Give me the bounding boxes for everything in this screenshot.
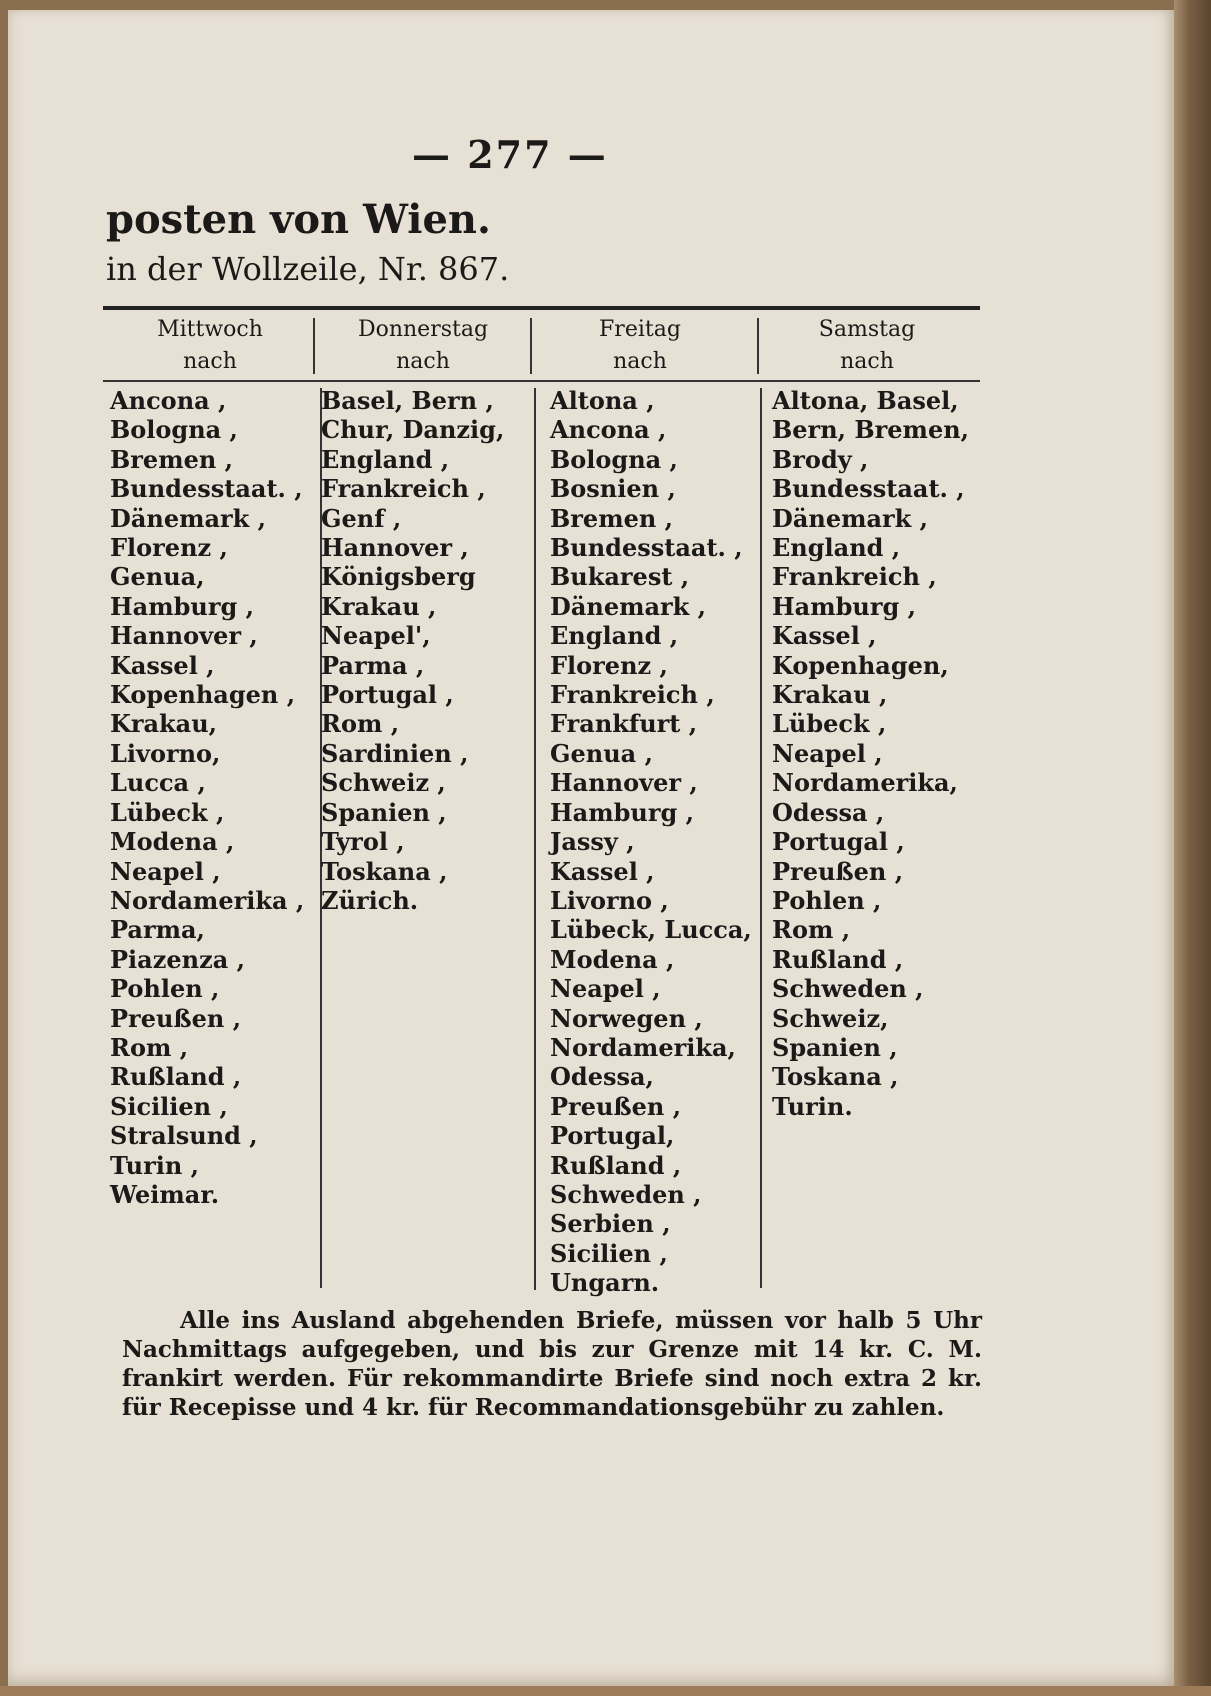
place-entry: Zürich. (321, 885, 419, 915)
place-entry: Lübeck , (110, 797, 225, 827)
place-entry: Weimar. (110, 1179, 220, 1209)
place-entry: Modena , (550, 944, 675, 974)
place-entry: Florenz , (110, 533, 228, 563)
place-entry: Serbien , (550, 1209, 671, 1239)
place-entry: Neapel , (110, 856, 221, 886)
place-entry: Ungarn. (550, 1268, 660, 1298)
place-entry: Livorno , (550, 885, 669, 915)
place-entry: Altona , (550, 386, 655, 415)
place-entry: Neapel', (321, 621, 431, 651)
place-entry: Krakau , (321, 591, 437, 621)
place-entry: Kassel , (772, 621, 877, 651)
page-title: posten von Wien. (106, 196, 491, 243)
page-subtitle: in der Wollzeile, Nr. 867. (106, 250, 510, 288)
place-entry: Königsberg (321, 562, 476, 592)
place-entry: Sardinien , (321, 738, 469, 768)
place-entry: Hamburg , (550, 797, 694, 827)
page-bottom-edge (0, 1686, 1211, 1696)
place-entry: Dänemark , (110, 503, 267, 533)
place-entry: Bologna , (110, 415, 238, 445)
header-separator (530, 318, 532, 374)
place-entry: Bundesstaat. , (110, 474, 303, 504)
place-entry: Schweiz, (772, 1003, 889, 1033)
column-separator (534, 388, 536, 1290)
place-entry: Sicilien , (110, 1091, 228, 1121)
place-entry: Rom , (321, 709, 400, 739)
column-wednesday (110, 386, 304, 1209)
place-entry: Bologna , (550, 444, 678, 474)
place-entry: Stralsund , (110, 1121, 258, 1151)
place-entry: Genua , (550, 738, 653, 768)
place-entry: Hamburg , (772, 591, 916, 621)
column-header-day: Donnerstag (357, 317, 489, 342)
column-header-day: Samstag (818, 317, 916, 342)
column-header-thursday (318, 314, 528, 378)
place-entry: Bern, Bremen, (772, 415, 970, 445)
column-saturday (772, 386, 969, 1121)
place-entry: Bundesstaat. , (550, 533, 743, 563)
place-entry: Neapel , (550, 974, 661, 1004)
place-entry: Basel, Bern , (321, 386, 494, 415)
column-thursday (321, 386, 504, 915)
place-entry: Frankreich , (772, 562, 937, 592)
place-entry: Genua, (110, 562, 205, 592)
place-entry: Rom , (110, 1032, 189, 1062)
column-header-suffix: nach (396, 349, 450, 374)
place-entry: Kassel , (550, 856, 655, 886)
column-header-friday (535, 314, 745, 378)
place-entry: Lübeck, Lucca, (550, 915, 752, 945)
column-header-saturday (762, 314, 972, 378)
place-entry: Turin. (772, 1091, 853, 1121)
place-entry: Neapel , (772, 738, 883, 768)
place-entry: Turin , (110, 1150, 200, 1180)
place-entry: Sicilien , (550, 1238, 668, 1268)
place-entry: Tyrol , (321, 827, 405, 857)
column-header-suffix: nach (613, 349, 667, 374)
place-entry: Odessa , (772, 797, 885, 827)
place-entry: Chur, Danzig, (321, 415, 505, 445)
column-header-day: Freitag (599, 317, 681, 342)
place-entry: Ancona , (110, 386, 227, 415)
place-entry: Dänemark , (772, 503, 929, 533)
place-entry: Krakau, (110, 709, 218, 739)
place-entry: Norwegen , (550, 1003, 703, 1033)
table-header-rule (103, 380, 980, 382)
place-entry: Nordamerika , (110, 885, 305, 915)
place-entry: Bremen , (550, 503, 674, 533)
place-entry: Odessa, (550, 1062, 654, 1092)
column-friday (550, 386, 752, 1298)
place-entry: Bosnien , (550, 474, 676, 504)
place-entry: Preußen , (110, 1003, 242, 1033)
place-entry: Spanien , (772, 1032, 898, 1062)
place-entry: Brody , (772, 444, 869, 474)
place-entry: Kassel , (110, 650, 215, 680)
book-spine (1174, 0, 1211, 1696)
place-entry: Parma , (321, 650, 425, 680)
place-entry: Frankreich , (321, 474, 486, 504)
column-separator (760, 388, 762, 1288)
header-separator (757, 318, 759, 374)
place-entry: Pohlen , (110, 974, 220, 1004)
place-entry: Kopenhagen , (110, 680, 296, 710)
place-entry: Toskana , (772, 1062, 899, 1092)
place-entry: Portugal , (772, 827, 905, 857)
place-entry: Pohlen , (772, 885, 882, 915)
column-header-suffix: nach (840, 349, 894, 374)
place-entry: Florenz , (550, 650, 668, 680)
page-number: — 277 — (412, 132, 608, 177)
place-entry: Kopenhagen, (772, 650, 949, 680)
place-entry: Hannover , (550, 768, 698, 798)
place-entry: Nordamerika, (550, 1032, 736, 1062)
place-entry: Schweiz , (321, 768, 446, 798)
place-entry: Lucca , (110, 768, 206, 798)
place-entry: Livorno, (110, 738, 221, 768)
place-entry: Parma, (110, 915, 205, 945)
place-entry: Altona, Basel, (772, 386, 959, 415)
postal-note (122, 1306, 982, 1422)
place-entry: Portugal, (550, 1121, 675, 1151)
place-entry: England , (321, 444, 450, 474)
column-header-suffix: nach (183, 349, 237, 374)
place-entry: Toskana , (321, 856, 448, 886)
place-entry: Rußland , (110, 1062, 242, 1092)
table-top-rule (103, 306, 980, 310)
place-entry: Preußen , (772, 856, 904, 886)
place-entry: Lübeck , (772, 709, 887, 739)
place-entry: Hannover , (321, 533, 469, 563)
place-entry: England , (550, 621, 679, 651)
place-entry: Hamburg , (110, 591, 254, 621)
place-entry: Modena , (110, 827, 235, 857)
place-entry: Krakau , (772, 680, 888, 710)
place-entry: Dänemark , (550, 591, 707, 621)
place-entry: Rußland , (550, 1150, 682, 1180)
place-entry: Genf , (321, 503, 402, 533)
place-entry: Bundesstaat. , (772, 474, 965, 504)
place-entry: Bremen , (110, 444, 234, 474)
place-entry: Ancona , (550, 415, 667, 445)
place-entry: Spanien , (321, 797, 447, 827)
place-entry: Preußen , (550, 1091, 682, 1121)
place-entry: Nordamerika, (772, 768, 958, 798)
column-header-day: Mittwoch (157, 317, 263, 342)
place-entry: England , (772, 533, 901, 563)
place-entry: Piazenza , (110, 944, 245, 974)
place-entry: Bukarest , (550, 562, 690, 592)
place-entry: Frankreich , (550, 680, 715, 710)
place-entry: Hannover , (110, 621, 258, 651)
place-entry: Portugal , (321, 680, 454, 710)
place-entry: Schweden , (550, 1179, 702, 1209)
place-entry: Rom , (772, 915, 851, 945)
place-entry: Frankfurt , (550, 709, 698, 739)
place-entry: Schweden , (772, 974, 924, 1004)
column-header-wednesday (105, 314, 315, 378)
place-entry: Rußland , (772, 944, 904, 974)
place-entry: Jassy , (550, 827, 635, 857)
note-text: Alle ins Ausland abgehenden Briefe, müssen vor halb 5 Uhr Nachmittags aufgegeben, und bis zur Grenze mit 14 kr. C. M. frankirt werden. Für rekommandirte Briefe sind noch extra 2 kr. für Recepisse und 4 kr. für Recommandationsgebühr zu zahlen. (122, 1307, 982, 1421)
